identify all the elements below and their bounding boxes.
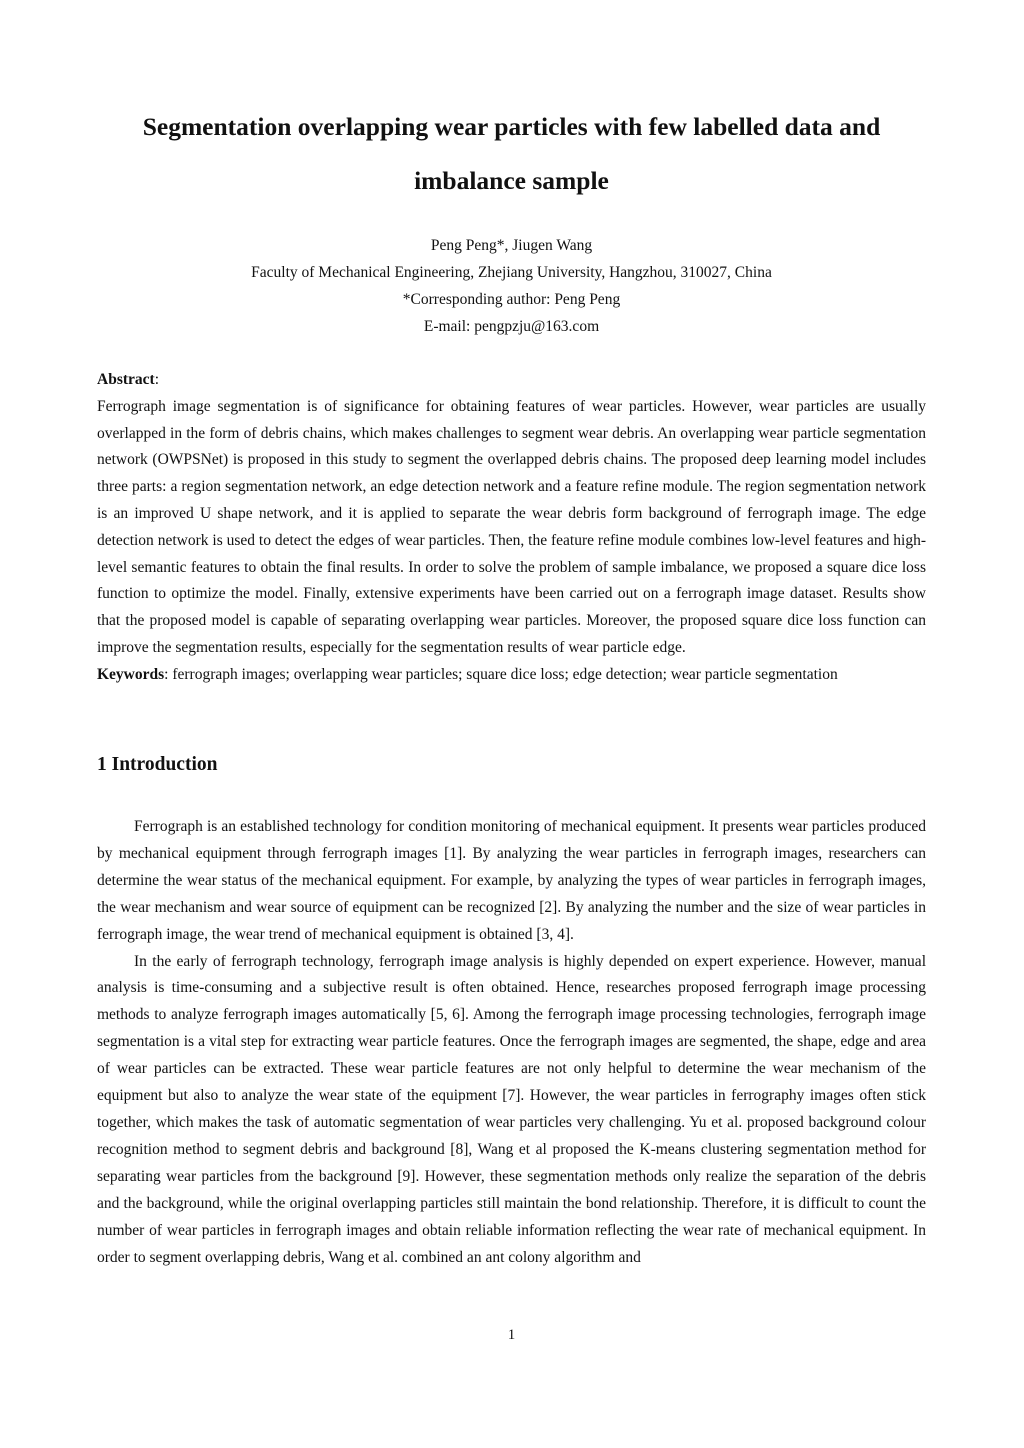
- page-number: 1: [507, 1327, 516, 1343]
- abstract-heading: [97, 367, 926, 394]
- abstract-text: Ferrograph image segmentation is of significance for obtaining features of wear particles. However, wear particles are usually overlapped in the form of debris chains, which makes challenges to segment wear debris. An overlapping wear particle segmentation network (OWPSNet) is proposed in this study to segment the overlapped debris chains. The proposed deep learning model includes three parts: a region segmentation network, an edge detection network and a feature refine module. The region segmentation network is an improved U shape network, and it is applied to separate the wear debris form background of ferrograph image. The edge detection network is used to detect the edges of wear particles. Then, the feature refine module combines low-level features and high-level semantic features to obtain the final results. In order to solve the problem of sample imbalance, we proposed a square dice loss function to optimize the model. Finally, extensive experiments have been carried out on a ferrograph image dataset. Results show that the proposed model is capable of separating overlapping wear particles. Moreover, the proposed square dice loss function can improve the segmentation results, especially for the segmentation results of wear particle edge.: [97, 397, 926, 656]
- intro-paragraph: Ferrograph is an established technology for condition monitoring of mechanical equipment. It presents wear particles produced by mechanical equipment through ferrograph images [1]. By analyzing the wear particles in ferrograph images, researchers can determine the wear status of the mechanical equipment. For example, by analyzing the types of wear particles in ferrograph images, the wear mechanism and wear source of equipment can be recognized [2]. By analyzing the number and the size of wear particles in ferrograph image, the wear trend of mechanical equipment is obtained [3, 4].: [97, 818, 926, 943]
- section-heading-introduction: 1 Introduction: [97, 754, 218, 775]
- author-block: [97, 232, 926, 340]
- corresponding-author: *Corresponding author: Peng Peng: [402, 291, 621, 308]
- author-affiliation: Faculty of Mechanical Engineering, Zhejiang University, Hangzhou, 310027, China: [251, 264, 772, 281]
- paper-title: Segmentation overlapping wear particles with few labelled data and imbalance sample: [142, 112, 881, 195]
- intro-paragraph: In the early of ferrograph technology, ferrograph image analysis is highly depended on expert experience. However, manual analysis is time-consuming and a subjective result is often obtained. Hence, researches proposed ferrograph image processing methods to analyze ferrograph images automatically [5, 6]. Among the ferrograph image processing technologies, ferrograph image segmentation is a vital step for extracting wear particle features. Once the ferrograph images are segmented, the shape, edge and area of wear particles can be extracted. These wear particle features are not only helpful to determine the wear mechanism of the equipment but also to analyze the wear state of the equipment [7]. However, the wear particles in ferrography images often stick together, which makes the task of automatic segmentation of wear particles very challenging. Yu et al. proposed background colour recognition method to segment debris and background [8], Wang et al proposed the K-means clustering segmentation method for separating wear particles from the background [9]. However, these segmentation methods only realize the separation of the debris and the background, while the original overlapping particles still maintain the bond relationship. Therefore, it is difficult to count the number of wear particles in ferrograph images and obtain reliable information reflecting the wear rate of mechanical equipment. In order to segment overlapping debris, Wang et al. combined an ant colony algorithm and: [97, 952, 926, 1266]
- author-email: E-mail: pengpzju@163.com: [423, 318, 600, 335]
- keywords-label: Keywords: [97, 665, 165, 683]
- abstract-section: [97, 367, 926, 689]
- keywords-line: [97, 662, 926, 689]
- abstract-label: Abstract: [97, 371, 155, 388]
- author-names: Peng Peng*, Jiugen Wang: [430, 237, 593, 254]
- introduction-body: [97, 814, 926, 1271]
- keywords-text: : ferrograph images; overlapping wear particles; square dice loss; edge detection; wear particle segmentation: [164, 665, 838, 683]
- abstract-label-colon: :: [154, 371, 159, 388]
